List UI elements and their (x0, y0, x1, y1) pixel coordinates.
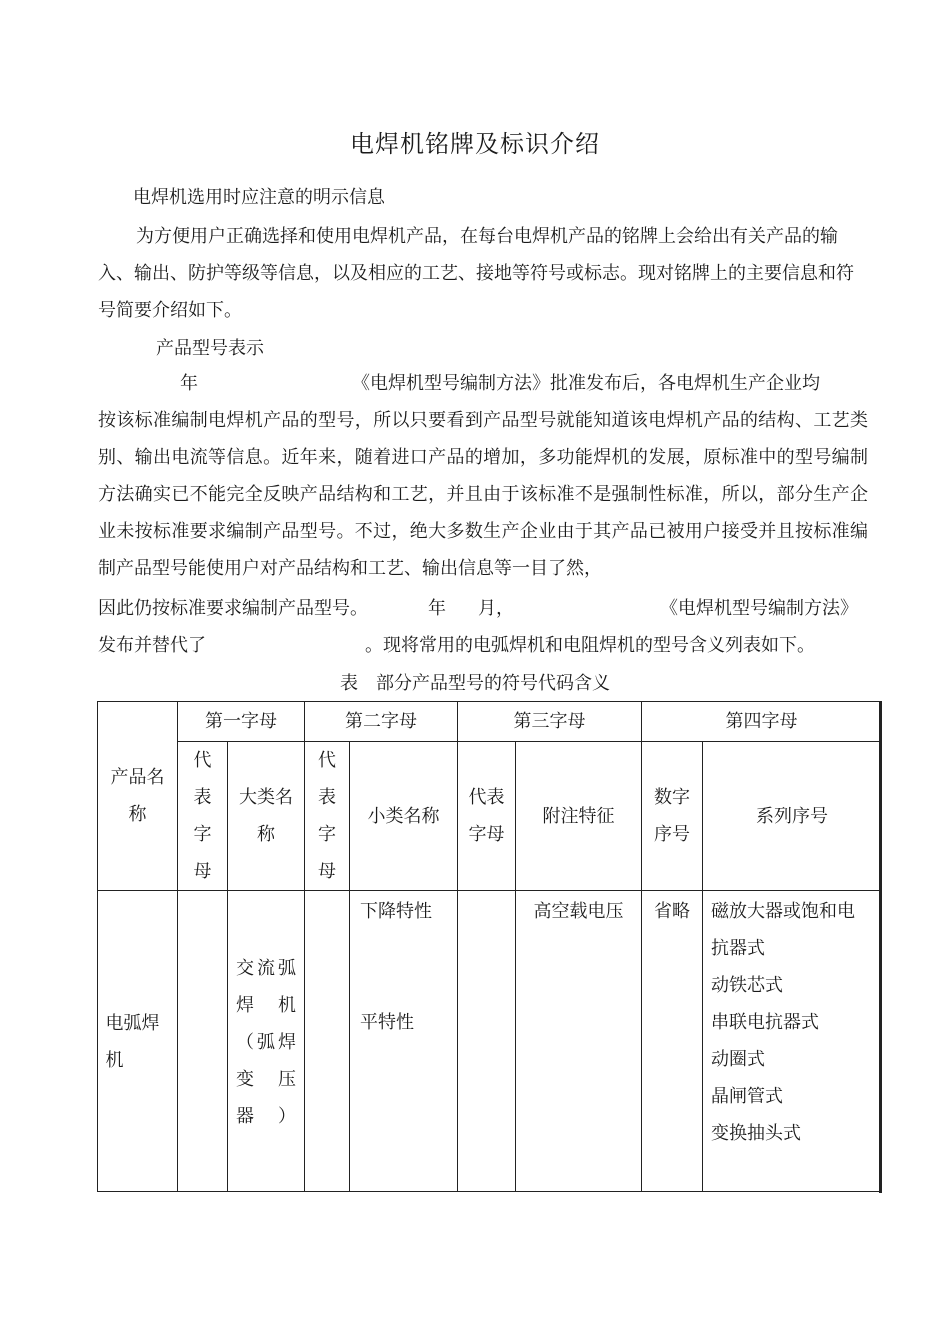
series-item: 动铁芯式 (711, 975, 783, 996)
document-title: 电焊机铭牌及标识介绍 (350, 130, 600, 158)
cell-product: 电弧焊机 (98, 891, 178, 1192)
series-item: 串联电抗器式 (711, 1012, 819, 1033)
minor-class-2: 平特性 (360, 1012, 414, 1033)
para2-line8-year: 年 (428, 598, 446, 619)
para2-line8-standard: 《电焊机型号编制方法》 (660, 598, 858, 619)
table-header-row (98, 702, 882, 742)
cell-minor-class (350, 891, 458, 1192)
header-letter-2: 第二字母 (305, 702, 458, 742)
header-major-class: 大类名称 (228, 742, 305, 891)
header-product-name: 产品名称 (98, 702, 178, 891)
para2-line1: 《电焊机型号编制方法》批准发布后，各电焊机生产企业均 (352, 373, 820, 394)
header-code-letter-3: 代表字母 (458, 742, 516, 891)
header-code-letter-1: 代表字母 (178, 742, 228, 891)
cell-code-letter-1 (178, 891, 228, 1192)
model-code-table (97, 701, 882, 1192)
series-item: 晶闸管式 (711, 1086, 783, 1107)
header-letter-1: 第一字母 (178, 702, 305, 742)
section-heading-model: 产品型号表示 (156, 338, 264, 359)
section-heading-notices: 电焊机选用时应注意的明示信息 (133, 187, 385, 208)
series-item: 磁放大器或饱和电 (711, 901, 855, 922)
cell-series-list (703, 891, 882, 1192)
header-annotation: 附注特征 (516, 742, 642, 891)
header-letter-3: 第三字母 (458, 702, 642, 742)
cell-digit-seq: 省略 (642, 891, 703, 1192)
header-minor-class: 小类名称 (350, 742, 458, 891)
para2-year: 年 (180, 373, 198, 394)
table-subheader-row (98, 742, 882, 891)
header-letter-4: 第四字母 (642, 702, 882, 742)
para2-line8-start: 因此仍按标准要求编制产品型号。 (98, 598, 368, 619)
table-row (98, 891, 882, 1192)
table-caption: 表 部分产品型号的符号代码含义 (340, 673, 610, 694)
paragraph-intro: 为方便用户正确选择和使用电焊机产品，在每台电焊机产品的铭牌上会给出有关产品的输入、输出、防护等级等信息，以及相应的工艺、接地等符号或标志。现对铭牌上的主要信息和符号简要介绍如下。 (98, 226, 854, 321)
series-item: 变换抽头式 (711, 1123, 801, 1144)
cell-annotation: 高空载电压 (516, 891, 642, 1192)
para2-line8-month: 月， (478, 598, 514, 619)
table-right-border (879, 701, 882, 1193)
cell-major-class: 交流弧焊机（弧焊变压器） (228, 891, 305, 1192)
para2-line9-end: 。现将常用的电弧焊机和电阻焊机的型号含义列表如下。 (365, 635, 815, 656)
paragraph-model-body: 按该标准编制电焊机产品的型号，所以只要看到产品型号就能知道该电焊机产品的结构、工艺类别、输出电流等信息。近年来，随着进口产品的增加，多功能焊机的发展，原标准中的型号编制方法确实已不能完全反映产品结构和工艺，并且由于该标准不是强制性标准，所以，部分生产企业未按标准要求编制产品型号。不过，绝大多数生产企业由于其产品已被用户接受并且按标准编制产品型号能使用户对产品结构和工艺、输出信息等一目了然， (98, 410, 868, 579)
para2-line9-start: 发布并替代了 (98, 635, 206, 656)
header-digit-seq: 数字序号 (642, 742, 703, 891)
minor-class-1: 下降特性 (360, 901, 432, 922)
series-item: 抗器式 (711, 938, 765, 959)
header-code-letter-2: 代表字母 (305, 742, 350, 891)
cell-code-letter-2 (305, 891, 350, 1192)
header-series-seq: 系列序号 (703, 742, 882, 891)
series-item: 动圈式 (711, 1049, 765, 1070)
cell-code-letter-3 (458, 891, 516, 1192)
